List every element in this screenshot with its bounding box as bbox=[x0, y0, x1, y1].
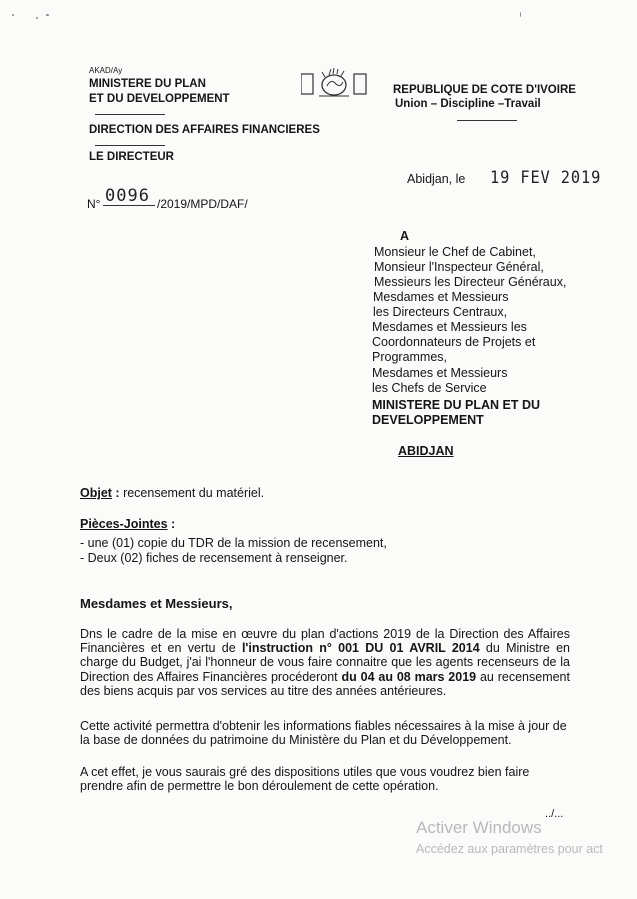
reference-number-underline bbox=[103, 205, 155, 206]
census-dates: du 04 au 08 mars 2019 bbox=[341, 669, 477, 684]
header-divider bbox=[95, 114, 165, 115]
recipient-line: Monsieur le Chef de Cabinet, bbox=[374, 245, 536, 259]
coat-of-arms-emblem bbox=[301, 68, 367, 100]
reference-initials: AKAD/Ay bbox=[89, 66, 123, 75]
reference-suffix: /2019/MPD/DAF/ bbox=[157, 197, 248, 211]
recipient-line: Coordonnateurs de Projets et bbox=[372, 335, 536, 349]
continuation-mark: ../... bbox=[545, 808, 564, 820]
scan-speck bbox=[520, 12, 521, 17]
recipient-city: ABIDJAN bbox=[398, 444, 454, 458]
recipient-line: Mesdames et Messieurs bbox=[373, 290, 509, 304]
stamped-reference-number: 0096 bbox=[105, 186, 150, 206]
scan-speck bbox=[12, 14, 14, 16]
salutation: Mesdames et Messieurs, bbox=[80, 596, 233, 611]
body-paragraph-3 bbox=[80, 765, 570, 793]
recipient-line: Monsieur l'Inspecteur Général, bbox=[374, 260, 544, 274]
watermark-subtitle: Accédez aux paramètres pour act bbox=[416, 842, 603, 856]
subject-label: Objet bbox=[80, 486, 112, 500]
watermark-title: Activer Windows bbox=[416, 818, 542, 837]
paragraph-text: Dns le cadre de la mise en œuvre du plan d'actions 2019 de la Direction des Affaires Financières et en vertu de bbox=[80, 627, 570, 656]
header-divider bbox=[457, 120, 517, 121]
recipient-ministry-line-2: DEVELOPPEMENT bbox=[372, 413, 484, 427]
subject-separator: : bbox=[111, 486, 120, 500]
recipient-ministry-line-1: MINISTERE DU PLAN ET DU bbox=[372, 398, 541, 412]
body-paragraph-1 bbox=[80, 627, 570, 698]
recipient-line: Mesdames et Messieurs bbox=[372, 366, 508, 380]
republic-title: REPUBLIQUE DE COTE D'IVOIRE bbox=[393, 84, 576, 96]
direction-title: DIRECTION DES AFFAIRES FINANCIERES bbox=[89, 124, 320, 136]
attachments-heading bbox=[80, 517, 175, 531]
date-place: Abidjan, le bbox=[407, 172, 466, 186]
scan-speck bbox=[46, 14, 49, 16]
paragraph-text: Cette activité permettra d'obtenir les informations fiables nécessaires à la mise à jour de la base de données du patrimoine du Ministère du Plan et du Développement. bbox=[80, 719, 567, 748]
stamped-date: 19 FEV 2019 bbox=[490, 168, 602, 188]
paragraph-text: A cet effet, je vous saurais gré des dispositions utiles que vous voudrez bien faire prendre afin de permettre le bon déroulement de cette opération. bbox=[80, 765, 530, 794]
director-title: LE DIRECTEUR bbox=[89, 151, 174, 163]
instruction-reference: l'instruction n° 001 DU 01 AVRIL 2014 bbox=[241, 641, 480, 656]
recipients-heading: A bbox=[400, 229, 410, 243]
body-paragraph-2 bbox=[80, 719, 570, 747]
scan-speck bbox=[36, 17, 38, 19]
ministry-line-2: ET DU DEVELOPPEMENT bbox=[89, 93, 230, 105]
subject-line bbox=[80, 486, 264, 500]
header-divider bbox=[95, 145, 165, 146]
attachments-separator: : bbox=[167, 517, 176, 531]
recipient-line: Messieurs les Directeur Généraux, bbox=[374, 275, 567, 289]
subject-text: recensement du matériel. bbox=[119, 486, 265, 500]
recipient-line: les Directeurs Centraux, bbox=[373, 305, 508, 319]
attachments-label: Pièces-Jointes bbox=[80, 517, 168, 531]
national-motto: Union – Discipline –Travail bbox=[395, 98, 541, 110]
ministry-line-1: MINISTERE DU PLAN bbox=[89, 78, 206, 90]
paragraph-text: du Ministre en charge du Budget, j'ai l'honneur de vous faire connaitre que les agents recenseurs de la Direction des Affaires Financières procéderont bbox=[80, 641, 570, 684]
attachment-item: - Deux (02) fiches de recensement à renseigner. bbox=[80, 551, 348, 565]
recipient-line: Programmes, bbox=[372, 350, 448, 364]
paragraph-text: au recensement des biens acquis par vos services au titre des années antérieures. bbox=[80, 669, 570, 698]
attachment-item: - une (01) copie du TDR de la mission de recensement, bbox=[80, 536, 387, 550]
recipient-line: Mesdames et Messieurs les bbox=[372, 320, 527, 334]
reference-prefix: N° bbox=[87, 197, 101, 211]
recipient-line: les Chefs de Service bbox=[372, 381, 487, 395]
